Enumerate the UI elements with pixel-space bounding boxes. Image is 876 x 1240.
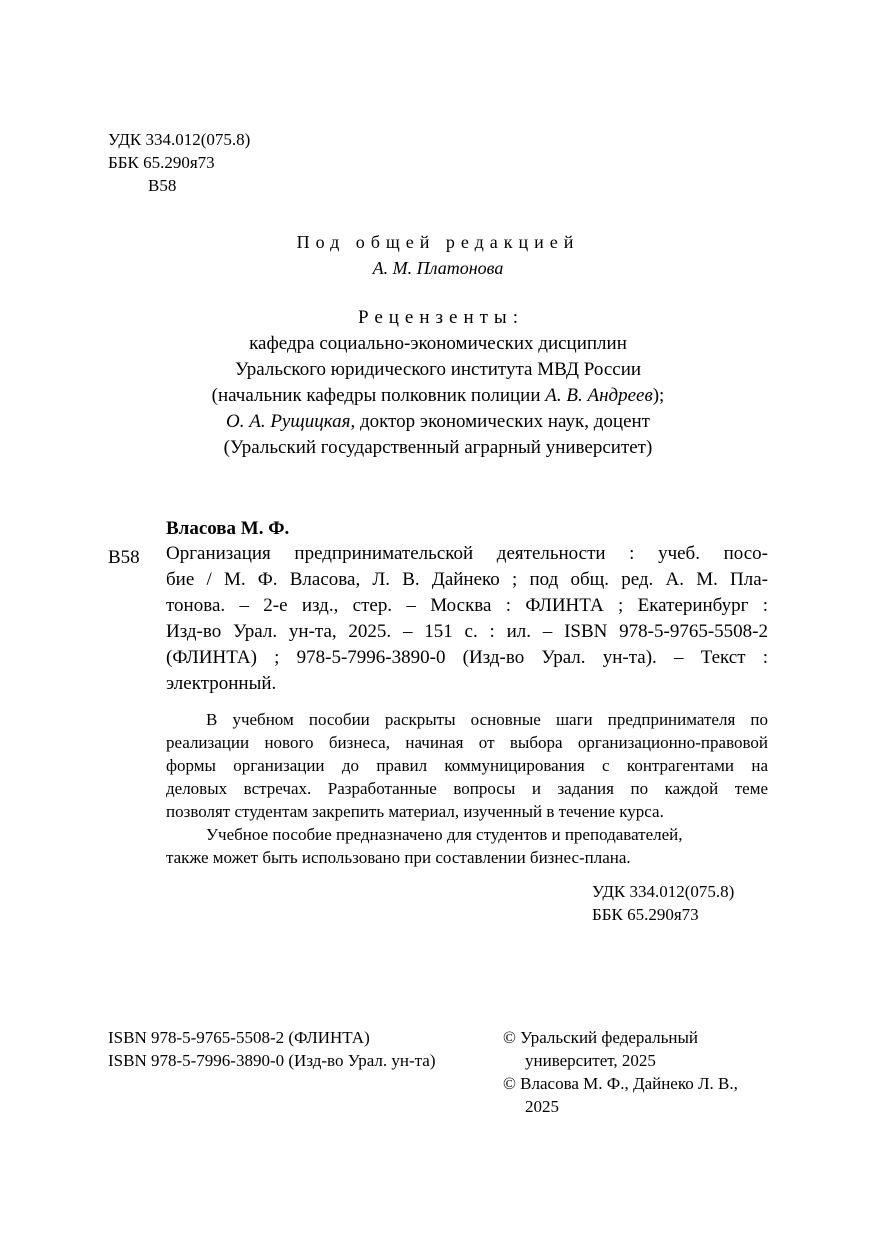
copyright-line-3: © Власова М. Ф., Дайнеко Л. В., — [503, 1074, 738, 1093]
record-line: (ФЛИНТА) ; 978-5-7996-3890-0 (Изд-во Урал. ун-та). – Текст : — [166, 647, 768, 668]
abstract-line: формы организации до правил коммуницирования с контрагентами на — [166, 756, 768, 775]
record-line: тонова. – 2-е изд., стер. – Москва : ФЛИНТА ; Екатеринбург : — [166, 595, 768, 616]
abstract — [166, 708, 768, 869]
record-line: Изд-во Урал. ун-та, 2025. – 151 с. : ил. – ISBN 978-5-9765-5508-2 — [166, 621, 768, 642]
abstract-line: деловых встречах. Разработанные вопросы и задания по каждой теме — [166, 779, 768, 798]
abstract-line: позволят студентам закрепить материал, изученный в течение курса. — [166, 802, 664, 821]
record-mark: В58 — [108, 547, 140, 568]
reviewer-line-2: Уральского юридического института МВД России — [234, 359, 642, 380]
author-mark: В58 — [148, 176, 177, 195]
reviewer-line-3: (начальник кафедры полковник полиции А. В. Андреев); — [211, 385, 665, 406]
copyright-line-4: 2025 — [525, 1097, 559, 1116]
record-line: Организация предпринимательской деятельности : учеб. посо- — [166, 543, 768, 564]
reviewer-line-1: кафедра социально-экономических дисциплин — [249, 333, 627, 354]
record-description — [166, 541, 768, 697]
udk-code-bottom: УДК 334.012(075.8) — [592, 882, 735, 901]
editor-name: А. М. Платонова — [372, 258, 504, 278]
record-line: электронный. — [166, 673, 277, 694]
copyright-line-1: © Уральский федеральный — [503, 1028, 698, 1047]
reviewer-line-5: (Уральский государственный аграрный университет) — [223, 437, 653, 458]
reviewers-heading: Рецензенты: — [358, 307, 518, 328]
reviewer-line-4: О. А. Рущицкая, доктор экономических наук, доцент — [226, 411, 650, 432]
abstract-line: реализации нового бизнеса, начиная от выбора организационно-правовой — [166, 733, 768, 752]
bbk-code-bottom: ББК 65.290я73 — [592, 905, 699, 924]
copyright-line-2: университет, 2025 — [525, 1051, 656, 1070]
abstract-line: также может быть использовано при составлении бизнес-плана. — [166, 848, 631, 867]
isbn-flinta: ISBN 978-5-9765-5508-2 (ФЛИНТА) — [108, 1028, 370, 1047]
bbk-code: ББК 65.290я73 — [108, 153, 215, 172]
reviewer-name: О. А. Рущицкая — [226, 411, 351, 432]
reviewer-chief-name: А. В. Андреев — [545, 385, 653, 406]
isbn-ural: ISBN 978-5-7996-3890-0 (Изд-во Урал. ун-та) — [108, 1051, 436, 1070]
record-line: бие / М. Ф. Власова, Л. В. Дайнеко ; под общ. ред. А. М. Пла- — [166, 569, 768, 590]
abstract-line: В учебном пособии раскрыты основные шаги предпринимателя по — [206, 710, 768, 729]
editor-heading: Под общей редакцией — [296, 232, 580, 252]
record-author: Власова М. Ф. — [166, 518, 290, 539]
udk-code: УДК 334.012(075.8) — [108, 130, 251, 149]
abstract-line: Учебное пособие предназначено для студентов и преподавателей, — [206, 825, 683, 844]
